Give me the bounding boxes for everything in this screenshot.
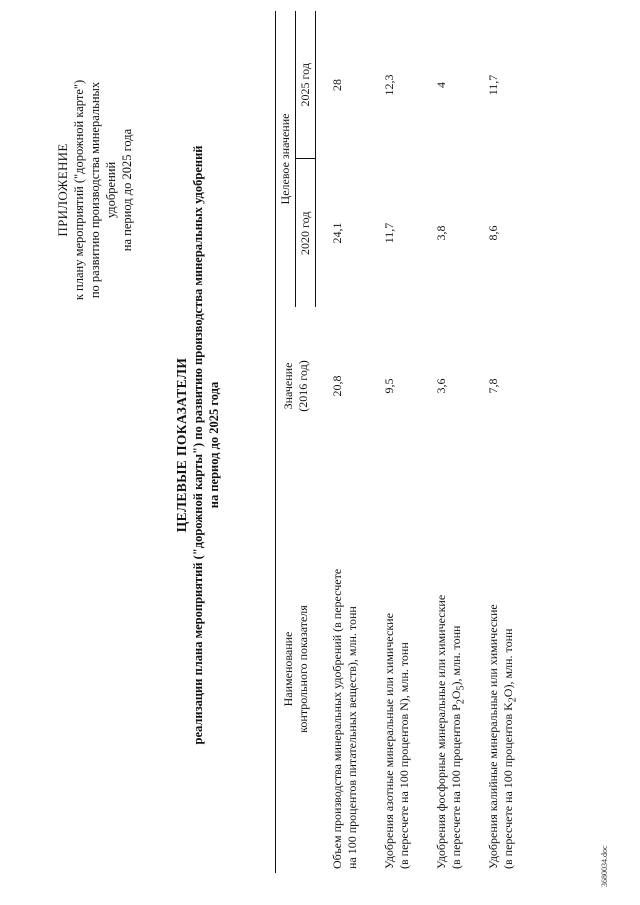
appendix-line-3: на период до 2025 года — [120, 128, 134, 252]
row-name-text: O — [449, 690, 463, 700]
document-subtitle-line-2: на период до 2025 года — [207, 381, 221, 509]
indicators-table — [275, 11, 524, 873]
header-base-value — [276, 307, 316, 465]
appendix-line-2: по развитию производства минеральных удобрений — [88, 81, 118, 299]
row-value-2020: 11,7 — [382, 222, 396, 244]
row-name-text: ), млн. тонн — [449, 625, 463, 686]
row-name-line-2 — [449, 469, 468, 869]
header-name-line-2: контрольного показателя — [295, 605, 310, 733]
row-base-value: 9,5 — [382, 378, 396, 394]
header-target-value: Целевое значение — [276, 11, 296, 307]
header-base-line-2: (2016 год) — [295, 360, 310, 412]
row-value-2025: 12,3 — [382, 74, 396, 96]
row-name-subscript: 2 — [455, 699, 467, 705]
row-value-2020: 24,1 — [330, 222, 344, 244]
table-row — [368, 11, 420, 873]
row-value-2025: 28 — [330, 79, 344, 91]
row-base-value: 3,6 — [434, 378, 448, 394]
header-year-2020: 2020 год — [296, 159, 316, 307]
row-value-2025: 11,7 — [486, 74, 500, 96]
document-code: 3680034.doc — [600, 845, 609, 887]
row-name-text: O), млн. тонн — [501, 628, 515, 698]
row-name-line-1: Удобрения азотные минеральные или химические — [382, 613, 396, 869]
appendix-heading: ПРИЛОЖЕНИЕ — [55, 143, 70, 237]
document-subtitle-line-1: реализации плана мероприятий ("дорожной карты") по развитию производства минеральных удобрений — [191, 145, 205, 745]
row-base-value: 20,8 — [329, 375, 344, 397]
table-row — [420, 11, 472, 873]
row-name-subscript: 5 — [455, 685, 467, 691]
row-name-line-2: на 100 процентов питательных веществ), млн. тонн — [344, 606, 359, 869]
appendix-line-1: к плану мероприятий ("дорожной карте") — [72, 79, 86, 301]
row-value-2020: 3,8 — [434, 225, 448, 241]
row-indicator-name — [420, 465, 472, 873]
row-value-2025: 4 — [434, 82, 448, 88]
row-name-line-1: Удобрения калийные минеральные или химические — [486, 604, 500, 869]
row-name-line-1: Объем производства минеральных удобрений (в пересчете — [329, 568, 344, 869]
row-name-line-1: Удобрения фосфорные минеральные или химические — [434, 594, 448, 869]
row-indicator-name — [472, 465, 524, 873]
row-name-line-2: (в пересчете на 100 процентов N), млн. тонн — [397, 642, 411, 869]
table-row — [316, 11, 369, 873]
header-year-2025: 2025 год — [296, 11, 316, 159]
row-name-line-2 — [501, 469, 520, 869]
row-name-text: (в пересчете на 100 процентов P — [449, 704, 463, 869]
row-indicator-name — [316, 465, 369, 873]
header-base-line-1: Значение — [280, 362, 295, 410]
row-indicator-name — [368, 465, 420, 873]
document-title: ЦЕЛЕВЫЕ ПОКАЗАТЕЛИ — [174, 357, 189, 533]
row-value-2020: 8,6 — [486, 225, 500, 241]
appendix-block — [55, 60, 135, 320]
row-name-text: (в пересчете на 100 процентов K — [501, 702, 515, 869]
row-name-subscript: 2 — [507, 697, 519, 703]
table-row — [472, 11, 524, 873]
document-title-block — [174, 65, 222, 825]
row-base-value: 7,8 — [486, 378, 500, 394]
header-indicator-name — [276, 465, 316, 873]
header-name-line-1: Наименование — [280, 631, 295, 707]
